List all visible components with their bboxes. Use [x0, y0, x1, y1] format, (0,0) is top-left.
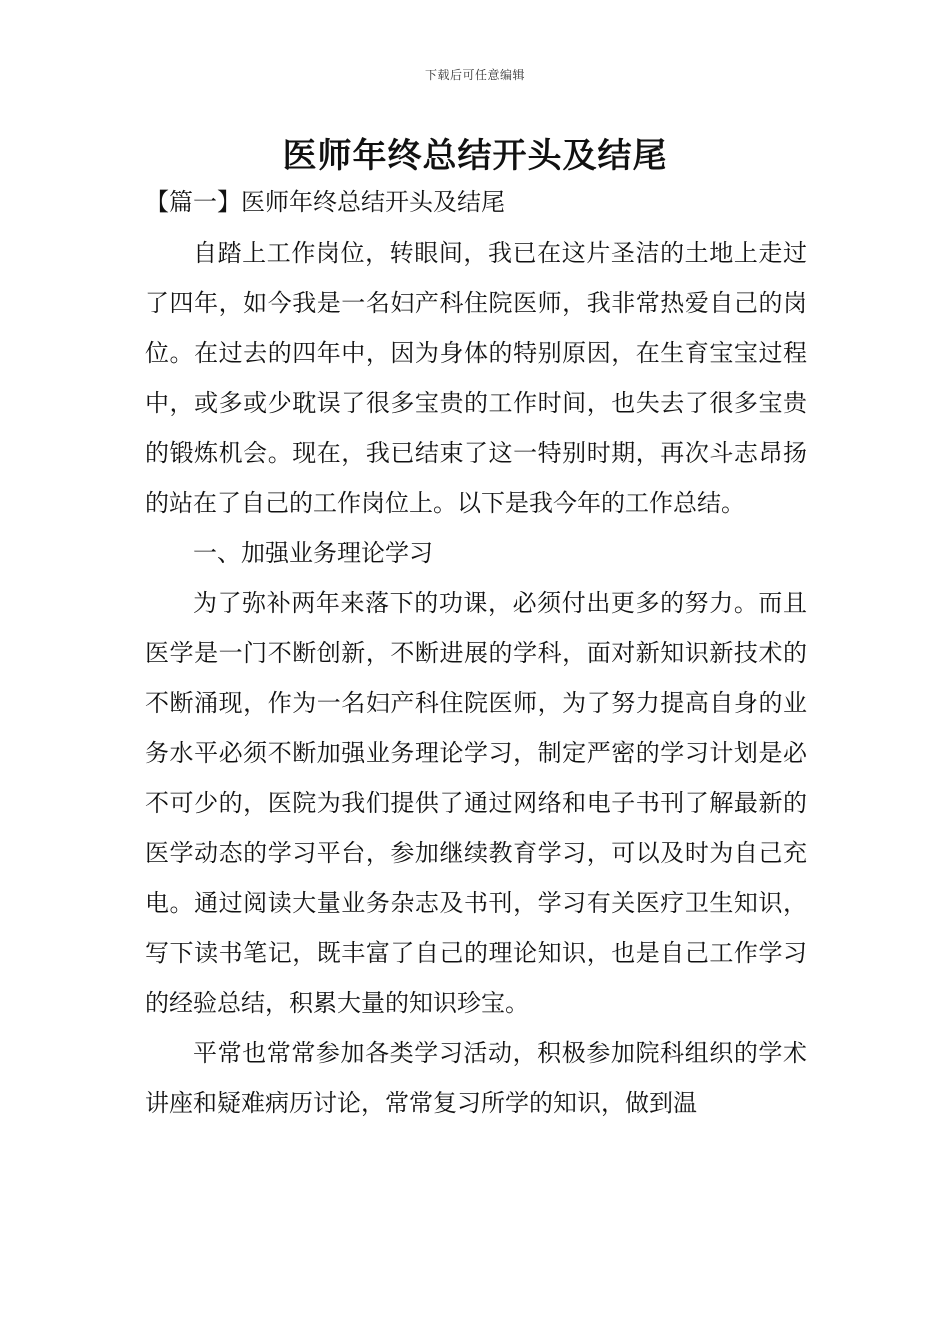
paragraph-activities: 平常也常常参加各类学习活动，积极参加院科组织的学术讲座和疑难病历讨论，常常复习所学的知识，做到温 [145, 1039, 807, 1117]
paragraph-intro: 自踏上工作岗位，转眼间，我已在这片圣洁的土地上走过了四年，如今我是一名妇产科住院医师，我非常热爱自己的岗位。在过去的四年中，因为身体的特别原因，在生育宝宝过程中，或多或少耽误了很多宝贵的工作时间，也失去了很多宝贵的锻炼机会。现在，我已结束了这一特别时期，再次斗志昂扬的站在了自己的工作岗位上。以下是我今年的工作总结。 [145, 239, 807, 517]
document-body [145, 228, 807, 1128]
paragraph-heading-study: 一、加强业务理论学习 [193, 539, 433, 567]
paragraph-study: 为了弥补两年来落下的功课，必须付出更多的努力。而且医学是一门不断创新，不断进展的学科，面对新知识新技术的不断涌现，作为一名妇产科住院医师，为了努力提高自身的业务水平必须不断加强业务理论学习，制定严密的学习计划是必不可少的，医院为我们提供了通过网络和电子书刊了解最新的医学动态的学习平台，参加继续教育学习，可以及时为自己充电。通过阅读大量业务杂志及书刊，学习有关医疗卫生知识，写下读书笔记，既丰富了自己的理论知识，也是自己工作学习的经验总结，积累大量的知识珍宝。 [145, 589, 807, 1017]
document-title: 医师年终总结开头及结尾 [282, 136, 668, 176]
section-label: 【篇一】医师年终总结开头及结尾 [145, 188, 505, 216]
header-note: 下载后可任意编辑 [424, 68, 525, 82]
